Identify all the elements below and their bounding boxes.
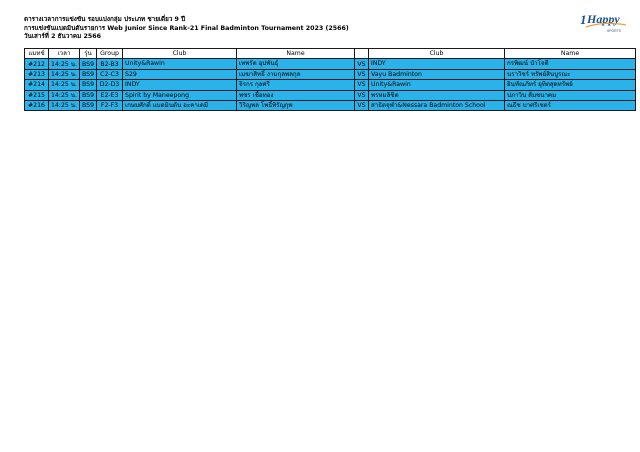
match-number: #213 xyxy=(25,69,49,79)
match-date: วันเสาร์ที่ 2 ธันวาคม 2566 xyxy=(24,33,101,41)
vs-label: VS xyxy=(355,80,369,90)
happy-sports-logo xyxy=(580,10,630,34)
match-time: 14:25 น. xyxy=(49,69,80,79)
logo-word: Happy xyxy=(587,12,620,26)
match-class: BS9 xyxy=(80,100,97,110)
col-header-name-1: Name xyxy=(237,49,355,59)
player-2-name: ณธีช บาศรีเชตร์ xyxy=(505,100,636,110)
player-2-name: นราวิชร์ ทรัพย์สินบูรณะ xyxy=(505,69,636,79)
table-header-row xyxy=(25,49,636,59)
match-group: E2-E3 xyxy=(97,90,123,100)
player-1-name: จิรกร กุลศรี xyxy=(237,80,355,90)
col-header-match: แมทช์ xyxy=(25,49,49,59)
match-number: #215 xyxy=(25,90,49,100)
vs-label: VS xyxy=(355,69,369,79)
match-number: #214 xyxy=(25,80,49,90)
match-group: B2-B3 xyxy=(97,59,123,69)
vs-label: VS xyxy=(355,100,369,110)
table-row xyxy=(25,100,636,110)
player-2-name: ปภาวิน ส้มชนาคม xyxy=(505,90,636,100)
player-1-name: เมฆาสิทธิ์ งามกุลพลกุล xyxy=(237,69,355,79)
match-group: D2-D3 xyxy=(97,80,123,90)
match-class: BS9 xyxy=(80,69,97,79)
col-header-time: เวลา xyxy=(49,49,80,59)
logo-graphic xyxy=(580,10,630,34)
document-header xyxy=(24,16,349,42)
logo-sub: SPORTS xyxy=(607,29,621,33)
player-2-club: Unity&Rawin xyxy=(369,80,505,90)
player-1-name: พชร เชื้อทอง xyxy=(237,90,355,100)
vs-label: VS xyxy=(355,90,369,100)
match-time: 14:25 น. xyxy=(49,59,80,69)
table-row xyxy=(25,59,636,69)
col-header-class: รุ่น xyxy=(80,49,97,59)
player-2-name: ยินทัณภัทร์ ยุทิตสุดทรัพย์ xyxy=(505,80,636,90)
tournament-name: การแข่งขันแบดมินตันรายการ Web Junior Since Rank-21 Final Badminton Tournament 2023 (2566) xyxy=(24,24,349,32)
player-2-name: กรพิฒน์ นำโจดี xyxy=(505,59,636,69)
player-1-club: เกษมศักดิ์ แบดมินตัน อะคาเดมี xyxy=(123,100,237,110)
player-2-club: พรหมลิขิต xyxy=(369,90,505,100)
col-header-vs xyxy=(355,49,369,59)
match-class: BS9 xyxy=(80,80,97,90)
player-1-club: Spirit by Maneepong xyxy=(123,90,237,100)
player-1-club: S29 xyxy=(123,69,237,79)
match-time: 14:25 น. xyxy=(49,100,80,110)
player-1-name: เทพรัต อุปพันธุ์ xyxy=(237,59,355,69)
table-row xyxy=(25,69,636,79)
col-header-club-1: Club xyxy=(123,49,237,59)
player-1-name: วิริญพล โพธิ์ทิรัญกุพ xyxy=(237,100,355,110)
player-2-club: INDY xyxy=(369,59,505,69)
match-class: BS9 xyxy=(80,59,97,69)
col-header-name-2: Name xyxy=(505,49,636,59)
match-schedule-table xyxy=(24,48,636,111)
match-group: C2-C3 xyxy=(97,69,123,79)
player-1-club: INDY xyxy=(123,80,237,90)
col-header-group: Group xyxy=(97,49,123,59)
match-time: 14:25 น. xyxy=(49,90,80,100)
col-header-club-2: Club xyxy=(369,49,505,59)
schedule-title: ตารางเวลาการแข่งขัน รอบแบ่งกลุ่ม ประเภท ชายเดี่ยว 9 ปี xyxy=(24,16,186,23)
player-2-club: สาธิตจุฬา&Nessara Badminton School xyxy=(369,100,505,110)
match-number: #212 xyxy=(25,59,49,69)
logo-prefix: 1 xyxy=(580,12,587,27)
match-class: BS9 xyxy=(80,90,97,100)
vs-label: VS xyxy=(355,59,369,69)
table-row xyxy=(25,90,636,100)
player-1-club: Unity&Rawin xyxy=(123,59,237,69)
match-group: F2-F3 xyxy=(97,100,123,110)
match-time: 14:25 น. xyxy=(49,80,80,90)
table-row xyxy=(25,80,636,90)
match-number: #216 xyxy=(25,100,49,110)
player-2-club: Vayu Badminton xyxy=(369,69,505,79)
